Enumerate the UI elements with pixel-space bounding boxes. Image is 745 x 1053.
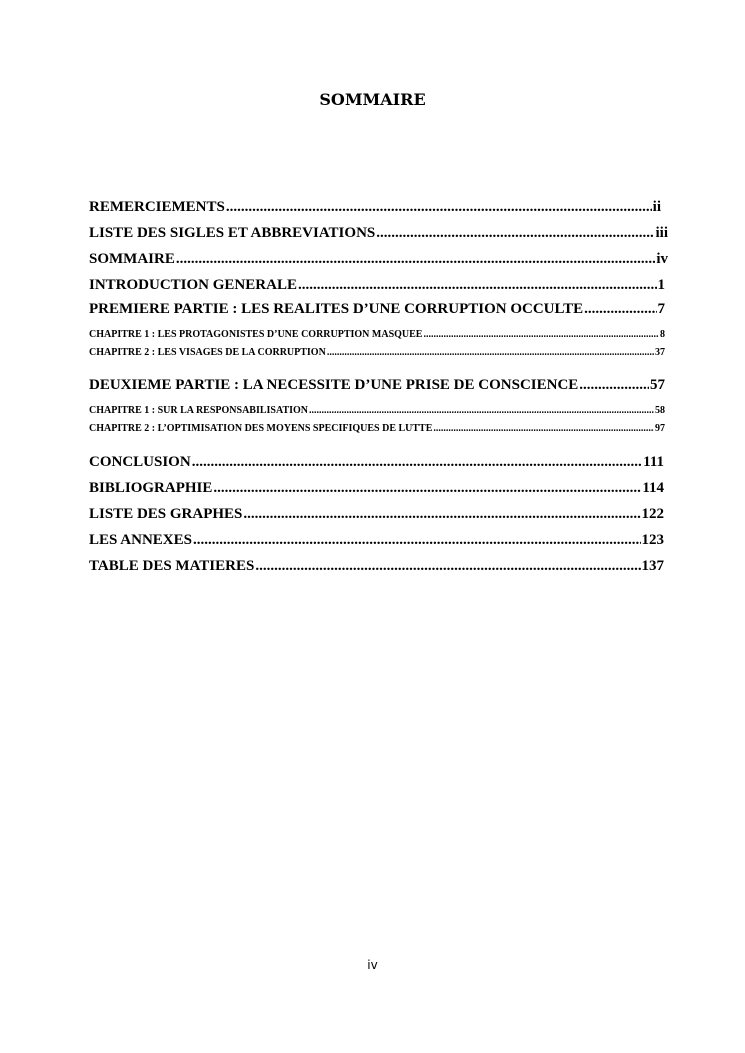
dot-leader	[579, 377, 649, 394]
toc-entry-page: 137	[641, 558, 664, 574]
toc-entry-page: 97	[655, 423, 665, 434]
dot-leader	[327, 347, 654, 358]
toc-entry-label: BIBLIOGRAPHIE	[89, 480, 213, 496]
toc-entry-page: 111	[643, 454, 664, 470]
toc-entry-introduction[interactable]	[89, 277, 665, 294]
toc-entry-label: LISTE DES GRAPHES	[89, 506, 243, 522]
toc-entry-liste-des-graphes[interactable]	[89, 506, 664, 523]
toc-entry-label: PREMIERE PARTIE : LES REALITES D’UNE CORRUPTION OCCULTE	[89, 301, 584, 317]
toc-entry-label: LISTE DES SIGLES ET ABBREVIATIONS	[89, 225, 376, 241]
toc-entry-label: CHAPITRE 1 : LES PROTAGONISTES D’UNE CORRUPTION MASQUEE	[89, 329, 423, 340]
toc-entry-page: 8	[660, 329, 665, 340]
toc-entry-label: CHAPITRE 1 : SUR LA RESPONSABILISATION	[89, 405, 309, 416]
toc-entry-p1-chapitre-1[interactable]	[89, 329, 665, 340]
toc-entry-label: CHAPITRE 2 : LES VISAGES DE LA CORRUPTION	[89, 347, 326, 358]
dot-leader	[423, 329, 659, 340]
toc-entry-p1-chapitre-2[interactable]	[89, 347, 665, 358]
toc-entry-label: LES ANNEXES	[89, 532, 192, 548]
dot-leader	[309, 405, 654, 416]
toc-entry-label: DEUXIEME PARTIE : LA NECESSITE D’UNE PRISE DE CONSCIENCE	[89, 377, 579, 393]
toc-entry-page: ii	[652, 199, 661, 215]
toc-entry-table-des-matieres[interactable]	[89, 558, 664, 575]
toc-entry-page: 57	[650, 377, 665, 393]
toc-entry-p2-chapitre-2[interactable]	[89, 423, 665, 434]
dot-leader	[433, 423, 654, 434]
dot-leader	[584, 301, 656, 318]
toc-entry-p2-chapitre-1[interactable]	[89, 405, 665, 416]
toc-entry-page: 114	[642, 480, 664, 496]
toc-entry-page: 123	[641, 532, 664, 548]
dot-leader	[226, 199, 652, 216]
dot-leader	[213, 480, 641, 497]
dot-leader	[243, 506, 640, 523]
toc-entry-annexes[interactable]	[89, 532, 664, 549]
page-title: SOMMAIRE	[319, 90, 426, 109]
dot-leader	[193, 532, 641, 549]
toc-entry-label: CONCLUSION	[89, 454, 191, 470]
toc-entry-page: 1	[657, 277, 665, 293]
dot-leader	[376, 225, 654, 242]
toc-entry-page: 122	[641, 506, 664, 522]
toc-entry-bibliographie[interactable]	[89, 480, 664, 497]
toc-entry-page: 7	[657, 301, 665, 317]
footer-page-number: iv	[367, 958, 378, 972]
dot-leader	[192, 454, 642, 471]
dot-leader	[298, 277, 657, 294]
toc-entry-sigles[interactable]	[89, 225, 668, 242]
toc-entry-label: REMERCIEMENTS	[89, 199, 225, 215]
toc-entry-label: TABLE DES MATIERES	[89, 558, 255, 574]
toc-entry-page: 37	[655, 347, 665, 358]
toc-entry-page: iii	[655, 225, 668, 241]
toc-entry-sommaire[interactable]	[89, 251, 668, 268]
toc-entry-label: INTRODUCTION GENERALE	[89, 277, 297, 293]
toc-entry-deuxieme-partie[interactable]	[89, 377, 665, 394]
toc-entry-label: CHAPITRE 2 : L’OPTIMISATION DES MOYENS SPECIFIQUES DE LUTTE	[89, 423, 433, 434]
toc-entry-page: 58	[655, 405, 665, 416]
dot-leader	[255, 558, 640, 575]
toc-entry-remerciements[interactable]	[89, 199, 661, 216]
dot-leader	[176, 251, 655, 268]
toc-entry-label: SOMMAIRE	[89, 251, 175, 267]
toc-entry-premiere-partie[interactable]	[89, 301, 665, 318]
toc-entry-page: iv	[656, 251, 668, 267]
toc-entry-conclusion[interactable]	[89, 454, 664, 471]
